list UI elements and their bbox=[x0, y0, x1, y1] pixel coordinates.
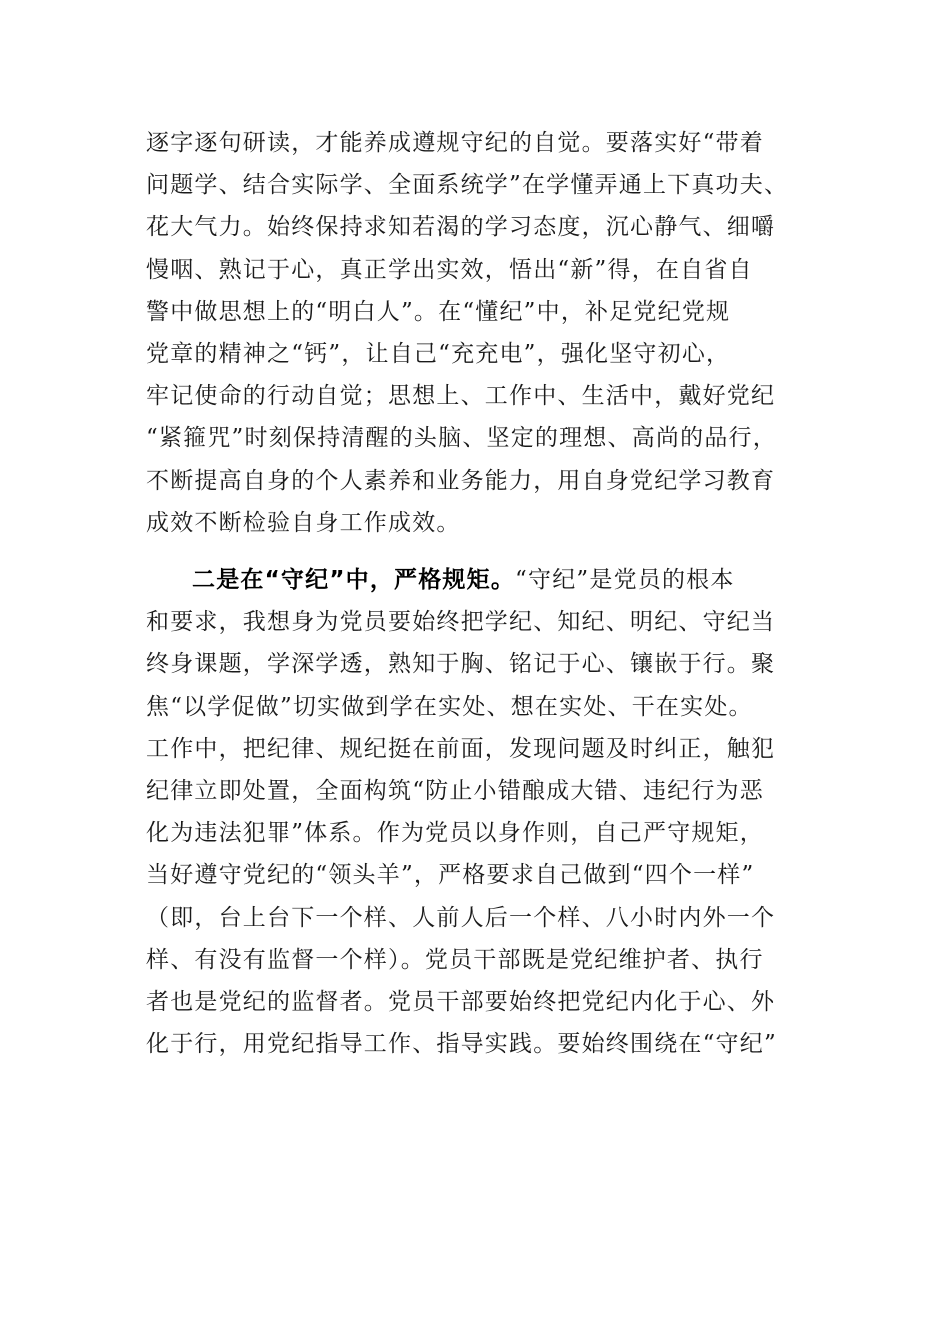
text-line: （即，台上台下一个样、人前人后一个样、八小时内外一个 bbox=[146, 904, 776, 931]
text-line: “紧箍咒”时刻保持清醒的头脑、坚定的理想、高尚的品行， bbox=[146, 425, 777, 452]
paragraph-first-line bbox=[146, 559, 806, 601]
text-line: 逐字逐句研读，才能养成遵规守纪的自觉。要落实好“带着 bbox=[146, 130, 764, 156]
text-line: 花大气力。始终保持求知若渴的学习态度，沉心静气、细嚼 bbox=[146, 214, 776, 241]
text-line: 样、有没有监督一个样）。党员干部既是党纪维护者、执行 bbox=[146, 946, 764, 973]
paragraph-2 bbox=[146, 559, 806, 1065]
paragraph-lead-heading: 二是在“守纪”中，严格规矩。 bbox=[192, 567, 516, 593]
paragraph-first-line-text: “守纪”是党员的根本 bbox=[515, 567, 735, 593]
text-line: 终身课题，学深学透，熟知于胸、铭记于心、镶嵌于行。聚 bbox=[146, 651, 776, 678]
text-line: 党章的精神之“钙”，让自己“充充电”，强化坚守初心， bbox=[146, 340, 731, 367]
text-line: 化于行，用党纪指导工作、指导实践。要始终围绕在“守纪” bbox=[146, 1031, 777, 1058]
text-line: 牢记使命的行动自觉；思想上、工作中、生活中，戴好党纪 bbox=[146, 383, 776, 410]
text-line: 不断提高自身的个人素养和业务能力，用自身党纪学习教育 bbox=[146, 467, 776, 494]
text-line: 和要求，我想身为党员要始终把学纪、知纪、明纪、守纪当 bbox=[146, 609, 776, 636]
text-line: 问题学、结合实际学、全面系统学”在学懂弄通上下真功夫、 bbox=[146, 172, 789, 199]
text-line: 化为违法犯罪”体系。作为党员以身作则，自己严守规矩， bbox=[146, 820, 764, 847]
text-line: 工作中，把纪律、规纪挺在前面，发现问题及时纠正，触犯 bbox=[146, 735, 776, 762]
text-line: 纪律立即处置，全面构筑“防止小错酿成大错、违纪行为恶 bbox=[146, 777, 764, 804]
text-line: 成效不断检验自身工作成效。 bbox=[146, 509, 461, 536]
text-line: 焦“以学促做”切实做到学在实处、想在实处、干在实处。 bbox=[146, 693, 753, 720]
text-line: 者也是党纪的监督者。党员干部要始终把党纪内化于心、外 bbox=[146, 988, 776, 1015]
text-line: 当好遵守党纪的“领头羊”，严格要求自己做到“四个一样” bbox=[146, 862, 755, 889]
text-line: 警中做思想上的“明白人”。在“懂纪”中，补足党纪党规 bbox=[146, 298, 731, 325]
text-line: 慢咽、熟记于心，真正学出实效，悟出“新”得，在自省自 bbox=[146, 256, 753, 283]
paragraph-1 bbox=[146, 122, 806, 544]
